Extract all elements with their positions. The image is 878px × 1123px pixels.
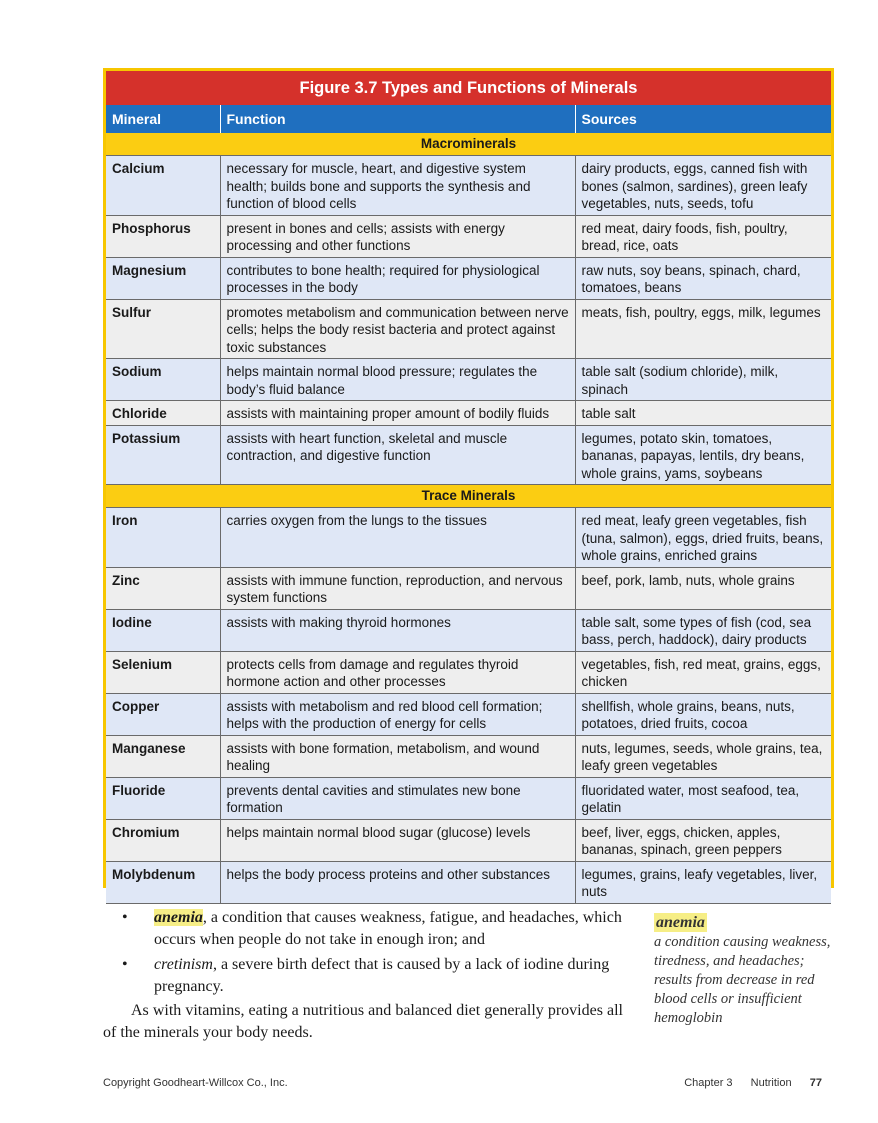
table-row (106, 359, 831, 401)
minerals-table (106, 105, 831, 904)
chapter-label: Chapter 3 (684, 1077, 733, 1089)
table-row (106, 861, 831, 903)
table-row (106, 156, 831, 216)
mineral-name: Calcium (106, 156, 220, 216)
table-header-row (106, 105, 831, 133)
column-header-sources: Sources (575, 105, 831, 133)
mineral-sources: fluoridated water, most seafood, tea, gelatin (575, 777, 831, 819)
mineral-name: Sulfur (106, 299, 220, 359)
mineral-function: present in bones and cells; assists with energy processing and other functions (220, 215, 575, 257)
table-row (106, 735, 831, 777)
column-header-function: Function (220, 105, 575, 133)
mineral-function: assists with heart function, skeletal and muscle contraction, and digestive function (220, 425, 575, 485)
mineral-sources: meats, fish, poultry, eggs, milk, legumes (575, 299, 831, 359)
mineral-sources: red meat, dairy foods, fish, poultry, bread, rice, oats (575, 215, 831, 257)
mineral-sources: legumes, potato skin, tomatoes, bananas, papayas, lentils, dry beans, whole grains, yams, soybeans (575, 425, 831, 485)
page-footer-right (684, 1077, 822, 1089)
mineral-function: assists with metabolism and red blood cell formation; helps with the production of energy for cells (220, 693, 575, 735)
table-row (106, 693, 831, 735)
table-row (106, 567, 831, 609)
table-row (106, 215, 831, 257)
mineral-function: prevents dental cavities and stimulates new bone formation (220, 777, 575, 819)
mineral-name: Iodine (106, 609, 220, 651)
mineral-name: Magnesium (106, 257, 220, 299)
mineral-sources: table salt (575, 401, 831, 426)
mineral-function: helps maintain normal blood sugar (glucose) levels (220, 819, 575, 861)
table-row (106, 651, 831, 693)
mineral-name: Manganese (106, 735, 220, 777)
copyright-text: Copyright Goodheart-Willcox Co., Inc. (103, 1077, 288, 1089)
mineral-sources: raw nuts, soy beans, spinach, chard, tomatoes, beans (575, 257, 831, 299)
mineral-sources: dairy products, eggs, canned fish with bones (salmon, sardines), green leafy vegetables, nuts, seeds, tofu (575, 156, 831, 216)
mineral-sources: table salt (sodium chloride), milk, spinach (575, 359, 831, 401)
glossary-definition: a condition causing weakness, tiredness, and headaches; results from decrease in red blood cells or insufficient hemoglobin (654, 934, 831, 1026)
section-heading: Trace Minerals (106, 485, 831, 508)
mineral-sources: beef, pork, lamb, nuts, whole grains (575, 567, 831, 609)
table-row (106, 819, 831, 861)
section-heading: Macrominerals (106, 133, 831, 156)
table-row (106, 609, 831, 651)
mineral-name: Zinc (106, 567, 220, 609)
mineral-name: Copper (106, 693, 220, 735)
mineral-function: helps the body process proteins and other substances (220, 861, 575, 903)
term-cretinism: cretinism (154, 956, 213, 973)
glossary-term: anemia (656, 914, 705, 931)
mineral-sources: shellfish, whole grains, beans, nuts, potatoes, dried fruits, cocoa (575, 693, 831, 735)
mineral-name: Molybdenum (106, 861, 220, 903)
page-number: 77 (809, 1077, 822, 1089)
section-label: Nutrition (750, 1077, 792, 1089)
table-row (106, 508, 831, 568)
mineral-name: Phosphorus (106, 215, 220, 257)
mineral-name: Chloride (106, 401, 220, 426)
mineral-function: promotes metabolism and communication between nerve cells; helps the body resist bacteria and protect against toxic substances (220, 299, 575, 359)
table-row (106, 401, 831, 426)
bullet-item (122, 907, 622, 951)
minerals-figure (103, 68, 834, 899)
bullet-text: , a condition that causes weakness, fatigue, and headaches, which occurs when people do not take in enough iron; and (154, 909, 622, 948)
bullet-item (122, 954, 622, 998)
table-row (106, 299, 831, 359)
section-heading-row (106, 485, 831, 508)
mineral-sources: vegetables, fish, red meat, grains, eggs, chicken (575, 651, 831, 693)
mineral-function: assists with maintaining proper amount of bodily fluids (220, 401, 575, 426)
mineral-function: assists with making thyroid hormones (220, 609, 575, 651)
body-paragraph: As with vitamins, eating a nutritious and balanced diet generally provides all of the minerals your body needs. (103, 1002, 623, 1041)
margin-glossary-note (654, 913, 834, 1028)
mineral-sources: beef, liver, eggs, chicken, apples, bananas, spinach, green peppers (575, 819, 831, 861)
mineral-function: helps maintain normal blood pressure; regulates the body’s fluid balance (220, 359, 575, 401)
mineral-function: assists with bone formation, metabolism, and wound healing (220, 735, 575, 777)
mineral-function: necessary for muscle, heart, and digestive system health; builds bone and supports the synthesis and function of blood cells (220, 156, 575, 216)
table-row (106, 425, 831, 485)
mineral-sources: legumes, grains, leafy vegetables, liver, nuts (575, 861, 831, 903)
bullet-icon: • (122, 956, 128, 973)
mineral-name: Iron (106, 508, 220, 568)
mineral-name: Fluoride (106, 777, 220, 819)
mineral-name: Potassium (106, 425, 220, 485)
mineral-function: carries oxygen from the lungs to the tissues (220, 508, 575, 568)
mineral-sources: red meat, leafy green vegetables, fish (tuna, salmon), eggs, dried fruits, beans, whole grains, enriched grains (575, 508, 831, 568)
mineral-function: contributes to bone health; required for physiological processes in the body (220, 257, 575, 299)
mineral-sources: table salt, some types of fish (cod, sea bass, perch, haddock), dairy products (575, 609, 831, 651)
bullet-icon: • (122, 909, 128, 926)
figure-title: Figure 3.7 Types and Functions of Minerals (106, 71, 831, 105)
mineral-name: Sodium (106, 359, 220, 401)
bullet-text: , a severe birth defect that is caused by a lack of iodine during pregnancy. (154, 956, 610, 995)
section-heading-row (106, 133, 831, 156)
table-body (106, 133, 831, 903)
key-term-anemia: anemia (154, 909, 203, 926)
mineral-name: Chromium (106, 819, 220, 861)
table-row (106, 257, 831, 299)
mineral-name: Selenium (106, 651, 220, 693)
column-header-mineral: Mineral (106, 105, 220, 133)
mineral-function: assists with immune function, reproduction, and nervous system functions (220, 567, 575, 609)
mineral-sources: nuts, legumes, seeds, whole grains, tea, leafy green vegetables (575, 735, 831, 777)
mineral-function: protects cells from damage and regulates thyroid hormone action and other processes (220, 651, 575, 693)
table-row (106, 777, 831, 819)
